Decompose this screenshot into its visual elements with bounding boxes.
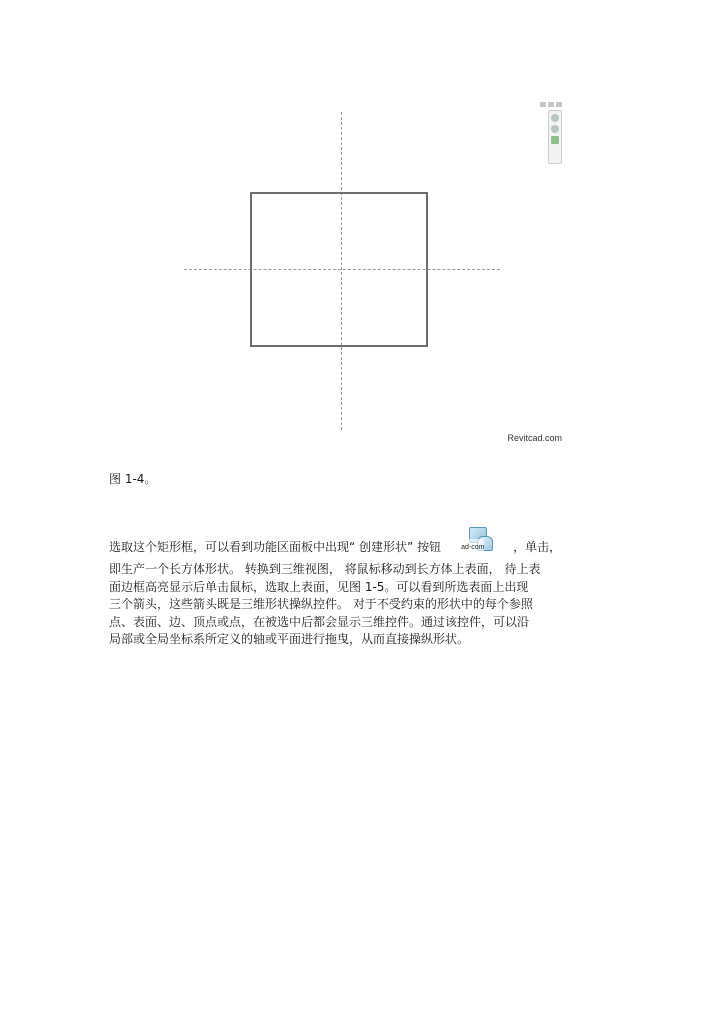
watermark: Revitcad.com <box>507 433 562 443</box>
create-form-button-icon <box>461 527 495 553</box>
rectangle-shape <box>250 192 428 347</box>
steering-wheel-icon <box>551 114 559 122</box>
view-icon <box>551 136 559 144</box>
restore-icon <box>548 102 554 107</box>
close-icon <box>556 102 562 107</box>
line1-text-after: ，单击， <box>513 540 562 555</box>
minimize-icon <box>540 102 546 107</box>
zoom-icon <box>551 125 559 133</box>
figure-caption: 图 1-4。 <box>109 472 157 486</box>
paragraph-line: 三个箭头，这些箭头既是三维形状操纵控件。 对于不受约束的形状中的每个参照 <box>109 597 533 611</box>
paragraph-line: 点、表面、边、顶点或点，在被选中后都会显示三维控件。通过该控件，可以沿 <box>109 614 530 629</box>
paragraph-line: 即生产一个长方体形状。 转换到三维视图， 将鼠标移动到长方体上表面， 待上表 <box>109 562 541 576</box>
button-icon-label: ad-com <box>461 539 484 557</box>
navigation-bar <box>548 110 562 164</box>
paragraph-line: 局部或全局坐标系所定义的轴或平面进行拖曳，从而直接操纵形状。 <box>109 632 470 646</box>
line1-text-before: 选取这个矩形框，可以看到功能区面板中出现“ 创建形状” 按钮 <box>109 540 442 555</box>
figure-1-4 <box>170 100 580 445</box>
paragraph-first-line <box>109 535 619 561</box>
paragraph-line: 面边框高亮显示后单击鼠标，选取上表面，见图 1-5。可以看到所选表面上出现 <box>109 579 529 594</box>
paragraph-body <box>109 561 619 649</box>
view-control-icons <box>540 102 564 108</box>
